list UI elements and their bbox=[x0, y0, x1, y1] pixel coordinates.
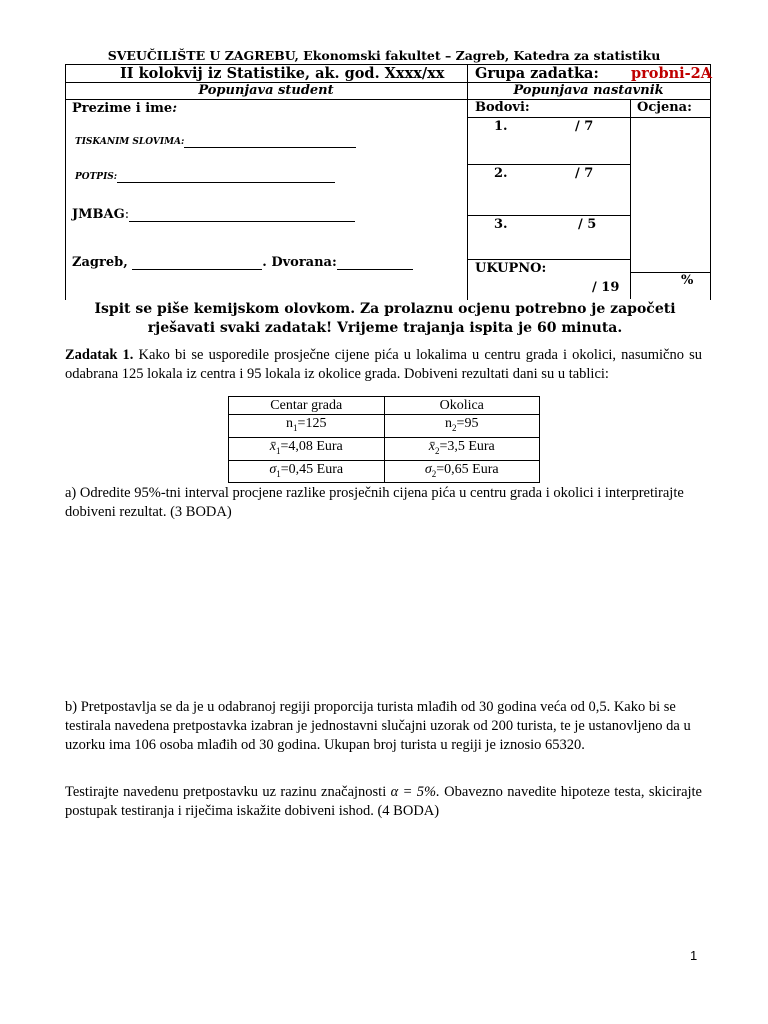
table-row bbox=[229, 437, 540, 460]
table-cell: $x̄_1=4,08$ Eura bbox=[229, 437, 385, 460]
table-cell: $n_2=95$ bbox=[384, 415, 540, 438]
table-header: Okolica bbox=[384, 397, 540, 415]
task-3-number: 3. bbox=[494, 217, 508, 232]
data-table bbox=[228, 396, 540, 483]
task-3-max: / 5 bbox=[578, 217, 597, 232]
exam-instructions: Ispit se piše kemijskom olovkom. Za prolaznu ocjenu potrebno je započeti rješavati svaki zadatak! Vrijeme trajanja ispita je 60 minuta. bbox=[94, 301, 676, 336]
table-cell: $n_1=125$ bbox=[229, 415, 385, 438]
table-cell: $x̄_2=3,5$ Eura bbox=[384, 437, 540, 460]
place-room-field[interactable]: Zagreb, . Dvorana: bbox=[72, 255, 413, 270]
jmbag-field[interactable]: JMBAG: bbox=[72, 207, 355, 222]
exam-title: II kolokvij iz Statistike, ak. god. Xxxx/xx bbox=[120, 65, 445, 82]
group-label: Grupa zadatka: bbox=[475, 65, 599, 82]
grade-label: Ocjena: bbox=[637, 100, 692, 115]
task1-part-b-text: b) Pretpostavlja se da je u odabranoj regiji proporcija turista mlađih od 30 godina veća od 0,5. Kako bi se testirala navedena pretpostavka izabran je jednostavni slučajni uzorak od 200 turista, te je ustanovljeno da u uzorku ima 106 osoba mlađih od 30 godina. Ukupan broj turista u regiji je iznosio 65320. bbox=[65, 699, 691, 753]
print-name-field[interactable]: TISKANIM SLOVIMA: bbox=[75, 129, 356, 148]
page-number: 1 bbox=[690, 948, 698, 963]
task-1-max: / 7 bbox=[575, 119, 594, 134]
table-row bbox=[229, 460, 540, 483]
percent-sign: % bbox=[681, 273, 694, 288]
task1-intro: Zadatak 1. Kako bi se usporedile prosječne cijene pića u lokalima u centru grada i okolici, nasumično su odabrana 125 lokala iz centra i 95 lokala iz okolice grada. Dobiveni rezultati dani su u tablici: bbox=[65, 347, 703, 382]
table-header: Centar grada bbox=[229, 397, 385, 415]
total-label: UKUPNO: bbox=[475, 261, 547, 276]
task-2-number: 2. bbox=[494, 166, 508, 181]
table-cell: $\sigma_1=0,45$ Eura bbox=[229, 460, 385, 483]
points-label: Bodovi: bbox=[475, 100, 530, 115]
institution-header: SVEUČILIŠTE U ZAGREBU, Ekonomski fakultet – Zagreb, Katedra za statistiku bbox=[107, 48, 661, 63]
task-2-max: / 7 bbox=[575, 166, 594, 181]
teacher-section-label: Popunjava nastavnik bbox=[513, 83, 664, 98]
table-cell: $\sigma_2=0,65$ Eura bbox=[384, 460, 540, 483]
task1-part-b-question: Testirajte navedenu pretpostavku uz razinu značajnosti α = 5%. Obavezno navedite hipoteze testa, skicirajte postupak testiranja i riječima iskažite dobiveni ishod. (4 BODA) bbox=[65, 784, 702, 819]
name-label: Prezime i ime: bbox=[72, 101, 178, 116]
task1-part-a: a) Odredite 95%-tni interval procjene razlike prosječnih cijena pića u centru grada i okolici i interpretirajte dobiveni rezultat. (3 BODA) bbox=[65, 485, 684, 520]
task-1-number: 1. bbox=[494, 119, 508, 134]
table-row bbox=[229, 415, 540, 438]
table-header-row bbox=[229, 397, 540, 415]
total-max: / 19 bbox=[592, 280, 620, 295]
student-section-label: Popunjava student bbox=[198, 83, 334, 98]
signature-field[interactable]: POTPIS: bbox=[75, 164, 335, 183]
group-value: probni-2A bbox=[631, 65, 712, 82]
